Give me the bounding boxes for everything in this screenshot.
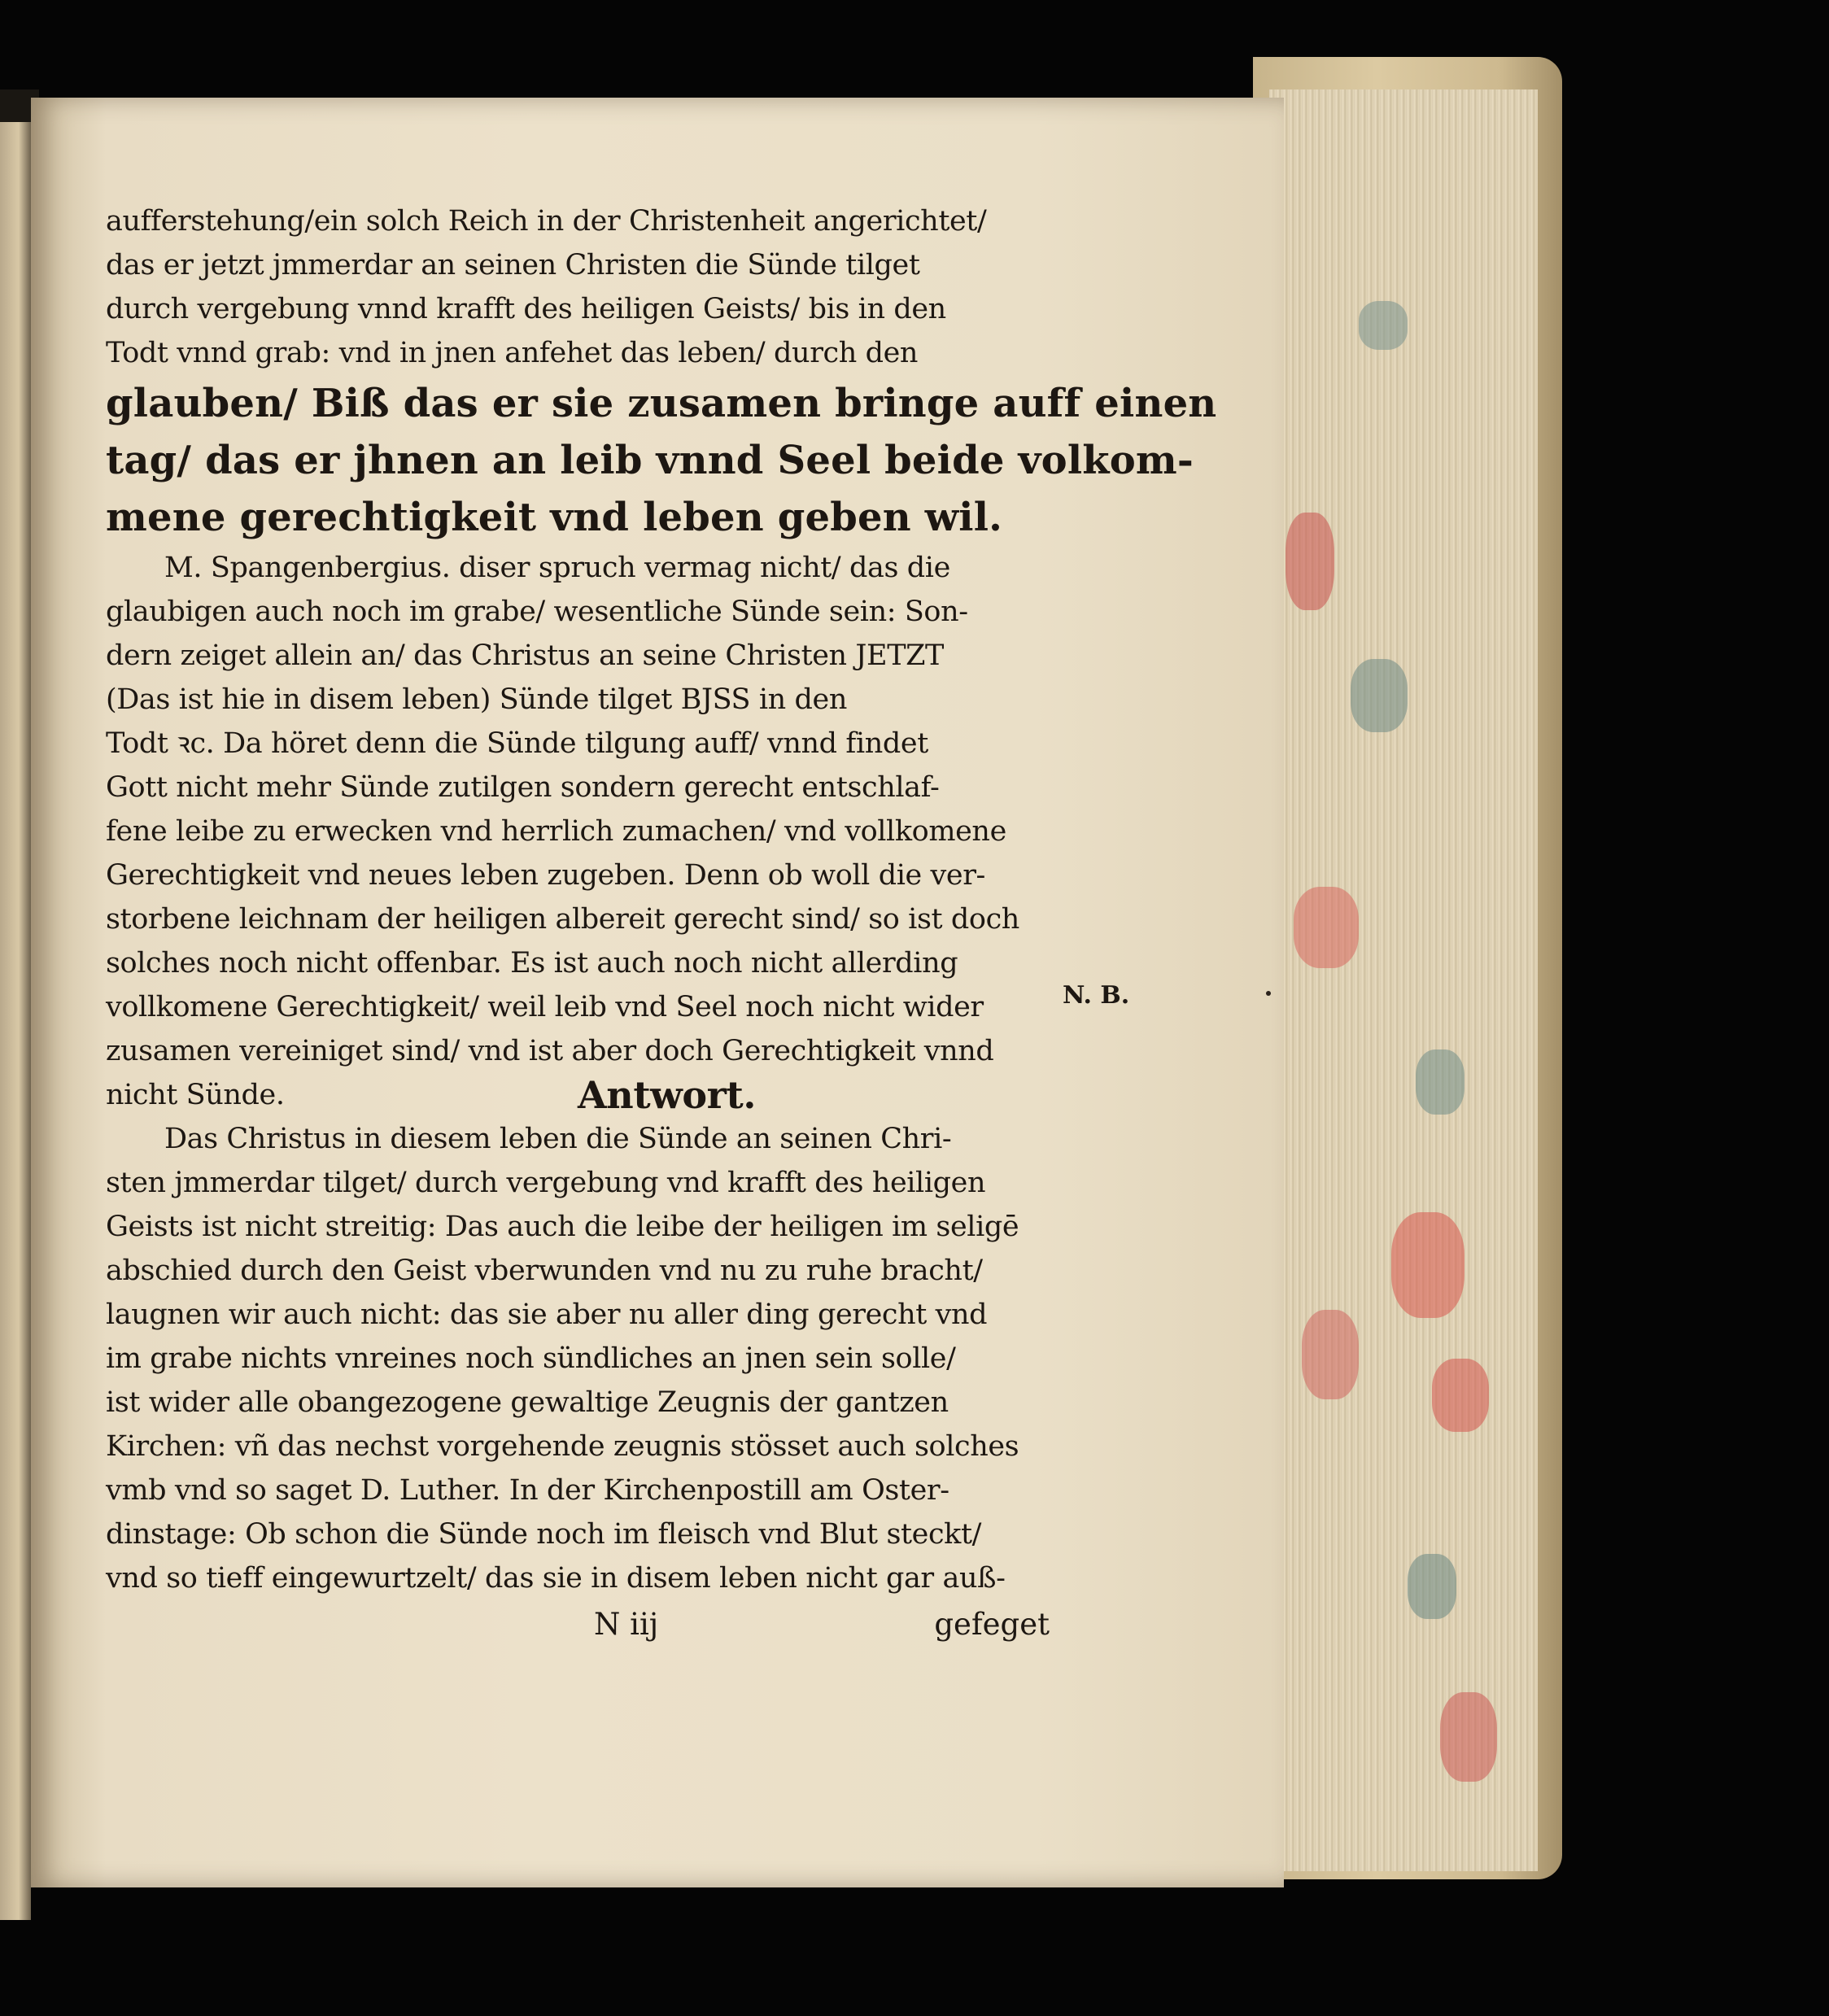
edge-stain — [1391, 1212, 1465, 1318]
text-line: Gott nicht mehr Sünde zutilgen sondern gerecht entschlaf- — [106, 771, 940, 804]
edge-stain — [1432, 1359, 1489, 1432]
text-line: nicht Sünde. — [106, 1079, 285, 1111]
emphasis-line: mene gerechtigkeit vnd leben geben wil. — [106, 495, 1003, 540]
edge-stain — [1294, 887, 1359, 968]
text-line: Kirchen: vñ das nechst vorgehende zeugnis stösset auch solches — [106, 1430, 1019, 1463]
text-line: dern zeiget allein an/ das Christus an seine Christen JETZT — [106, 639, 945, 672]
text-line: vmb vnd so saget D. Luther. In der Kirchenpostill am Oster- — [106, 1474, 949, 1507]
text-line: abschied durch den Geist vberwunden vnd nu zu ruhe bracht/ — [106, 1255, 983, 1287]
text-line: solches noch nicht offenbar. Es ist auch noch nicht allerding — [106, 947, 958, 980]
emphasis-line: tag/ das er jhnen an leib vnnd Seel beide volkom- — [106, 438, 1194, 483]
margin-dot — [1266, 991, 1271, 996]
text-line: aufferstehung/ein solch Reich in der Christenheit angerichtet/ — [106, 205, 987, 238]
text-line: im grabe nichts vnreines noch sündliches an jnen sein solle/ — [106, 1342, 956, 1375]
emphasis-line: glauben/ Biß das er sie zusamen bringe auff einen — [106, 381, 1217, 426]
left-page-edge — [0, 122, 31, 1920]
catchword: gefeget — [934, 1607, 1050, 1642]
heading-row — [106, 1073, 1041, 1117]
text-line: storbene leichnam der heiligen albereit gerecht sind/ so ist doch — [106, 903, 1019, 936]
text-line: glaubigen auch noch im grabe/ wesentliche Sünde sein: Son- — [106, 596, 968, 628]
text-line: Todt vnnd grab: vnd in jnen anfehet das leben/ durch den — [106, 337, 919, 369]
edge-stain — [1359, 301, 1408, 350]
page-footer — [106, 1600, 1050, 1649]
edge-stain — [1416, 1049, 1465, 1115]
margin-note: N. B. — [1063, 981, 1130, 1010]
text-line: fene leibe zu erwecken vnd herrlich zumachen/ vnd vollkomene — [106, 815, 1006, 848]
text-line: Gerechtigkeit vnd neues leben zugeben. Denn ob woll die ver- — [106, 859, 985, 892]
text-line: (Das ist hie in disem leben) Sünde tilget BJSS in den — [106, 683, 847, 716]
section-heading: Antwort. — [578, 1073, 756, 1117]
page-fore-edge — [1269, 89, 1538, 1871]
edge-stain — [1408, 1554, 1456, 1619]
text-line: M. Spangenbergius. diser spruch vermag nicht/ das die — [164, 552, 950, 584]
main-text — [106, 199, 1217, 1649]
text-line: Todt ꝛc. Da höret denn die Sünde tilgung auff/ vnnd findet — [106, 727, 928, 760]
edge-stain — [1302, 1310, 1359, 1399]
signature-mark: N iij — [594, 1607, 659, 1642]
edge-stain — [1351, 659, 1408, 732]
text-line: laugnen wir auch nicht: das sie aber nu aller ding gerecht vnd — [106, 1298, 988, 1331]
text-line: ist wider alle obangezogene gewaltige Zeugnis der gantzen — [106, 1386, 949, 1419]
printed-page — [31, 98, 1284, 1887]
edge-stain — [1440, 1692, 1497, 1782]
text-line: vollkomene Gerechtigkeit/ weil leib vnd Seel noch nicht wider — [106, 991, 984, 1023]
text-line: dinstage: Ob schon die Sünde noch im fleisch vnd Blut steckt/ — [106, 1518, 982, 1551]
text-line: Das Christus in diesem leben die Sünde an seinen Chri- — [164, 1123, 952, 1155]
text-line: vnd so tieff eingewurtzelt/ das sie in disem leben nicht gar auß- — [106, 1562, 1006, 1595]
text-line: durch vergebung vnnd krafft des heiligen Geists/ bis in den — [106, 293, 946, 325]
edge-stain — [1286, 513, 1334, 610]
text-line: sten jmmerdar tilget/ durch vergebung vnd krafft des heiligen — [106, 1167, 986, 1199]
text-line: zusamen vereiniget sind/ vnd ist aber doch Gerechtigkeit vnnd — [106, 1035, 994, 1067]
text-line: das er jetzt jmmerdar an seinen Christen die Sünde tilget — [106, 249, 920, 281]
text-line: Geists ist nicht streitig: Das auch die leibe der heiligen im seligē — [106, 1211, 1019, 1243]
